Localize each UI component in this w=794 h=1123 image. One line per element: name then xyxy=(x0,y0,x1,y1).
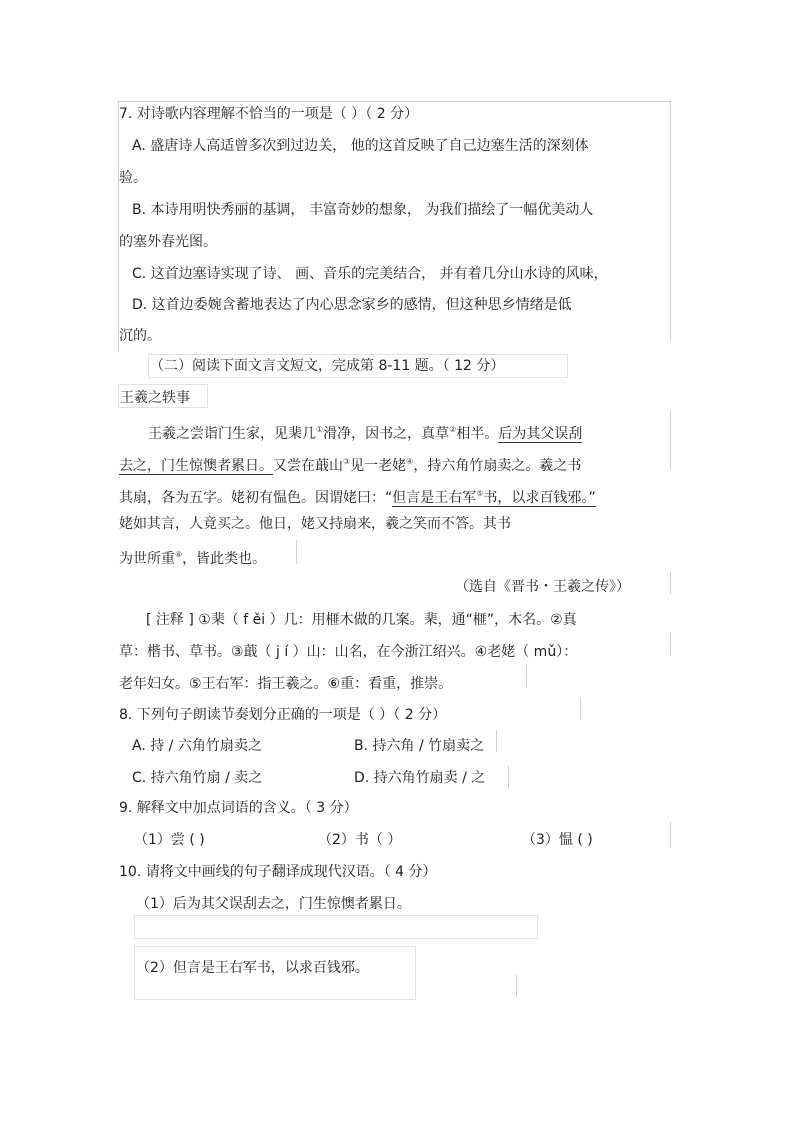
q9-item-1: （1）尝 ( ) xyxy=(134,832,205,848)
q8-option-d: D. 持六角竹扇卖 / 之 xyxy=(354,770,486,786)
scan-rule xyxy=(508,766,509,788)
q7-option-b-cont: 的塞外春光图。 xyxy=(119,234,217,250)
scan-rule xyxy=(118,101,670,102)
footnote-marker: ⑥ xyxy=(175,550,183,559)
underlined-sentence-2: 但言是王右军⑤书，以求百钱邪。” xyxy=(392,489,596,506)
q8-option-a: A. 持 / 六角竹扇卖之 xyxy=(132,738,262,754)
scan-rule xyxy=(670,410,671,470)
q7-option-b: B. 本诗用明快秀丽的基调， 丰富奇妙的想象， 为我们描绘了一幅优美动人 xyxy=(132,202,594,218)
underlined-sentence-1-cont: 去之，门生惊懊者累日。 xyxy=(119,458,273,474)
scan-rule xyxy=(670,101,671,341)
footnote-marker: ① xyxy=(316,425,324,434)
scan-box xyxy=(134,915,538,939)
footnote-marker: ⑤ xyxy=(476,489,484,498)
q9-item-3: （3）愠 ( ) xyxy=(522,832,593,848)
q7-option-c: C. 这首边塞诗实现了诗、 画、音乐的完美结合， 并有着几分山水诗的风味， xyxy=(132,266,608,282)
passage-title: 王羲之轶事 xyxy=(120,390,190,406)
passage-line-3: 其扇，各为五字。姥初有愠色。因谓姥曰：“但言是王右军⑤书，以求百钱邪。” xyxy=(119,489,596,506)
scan-rule xyxy=(526,665,527,687)
scan-rule xyxy=(670,572,671,594)
scan-rule xyxy=(580,698,581,720)
q9-stem: 9. 解释文中加点词语的含义。（ 3 分） xyxy=(119,800,358,816)
notes-line-2: 草：楷书、草书。③蕺（ j í ）山：山名，在今浙江绍兴。④老姥（ mǔ）： xyxy=(119,644,578,660)
footnote-marker: ③ xyxy=(343,457,351,466)
q8-stem: 8. 下列句子朗读节奏划分正确的一项是（ ）（ 2 分） xyxy=(119,707,447,723)
notes-line-1: [ 注释 ] ①棐（ f ěi ）几：用榧木做的几案。棐，通“榧”，木名。②真 xyxy=(146,612,577,628)
scan-rule xyxy=(670,822,671,848)
footnote-marker: ④ xyxy=(406,457,414,466)
underlined-sentence-1: 后为其父误刮 xyxy=(498,426,583,442)
passage-line-1: 王羲之尝诣门生家，见棐几①滑净，因书之，真草②相半。后为其父误刮 xyxy=(148,425,583,442)
q7-option-d-cont: 沉的。 xyxy=(119,328,161,344)
q9-item-2: （2）书（ ） xyxy=(318,832,402,848)
notes-line-3: 老年妇女。⑤王右军：指王羲之。⑥重：看重，推崇。 xyxy=(119,676,453,692)
q8-option-c: C. 持六角竹扇 / 卖之 xyxy=(132,770,263,786)
q8-option-b: B. 持六角 / 竹扇卖之 xyxy=(354,738,485,754)
footnote-marker: ② xyxy=(449,425,457,434)
section-heading: （二）阅读下面文言文短文，完成第 8-11 题。（ 12 分） xyxy=(150,358,505,374)
scan-rule xyxy=(516,975,517,997)
q10-sentence-1: （1）后为其父误刮去之，门生惊懊者累日。 xyxy=(136,896,411,912)
scan-rule xyxy=(296,540,297,564)
scan-rule xyxy=(118,101,119,351)
q10-sentence-2: （2）但言是王右军书，以求百钱邪。 xyxy=(136,960,369,976)
scan-rule xyxy=(496,730,497,752)
q7-option-d: D. 这首边委婉含蓄地表达了内心思念家乡的感情，但这种思乡情绪是低 xyxy=(132,297,572,313)
passage-line-4: 姥如其言，人竟买之。他日，姥又持扇来，羲之笑而不答。其书 xyxy=(119,516,511,532)
q10-stem: 10. 请将文中画线的句子翻译成现代汉语。（ 4 分） xyxy=(119,864,437,880)
q7-stem: 7. 对诗歌内容理解不恰当的一项是（ ）（ 2 分） xyxy=(119,106,419,122)
passage-source: （选自《晋书・王羲之传》） xyxy=(455,579,630,595)
scan-rule xyxy=(670,633,671,655)
q7-option-a-cont: 验。 xyxy=(119,170,147,186)
passage-line-2: 去之，门生惊懊者累日。又尝在蕺山③见一老姥④，持六角竹扇卖之。羲之书 xyxy=(119,457,582,474)
passage-line-5: 为世所重⑥，皆此类也。 xyxy=(119,550,267,567)
q7-option-a: A. 盛唐诗人高适曾多次到过边关， 他的这首反映了自己边塞生活的深刻体 xyxy=(132,138,589,154)
